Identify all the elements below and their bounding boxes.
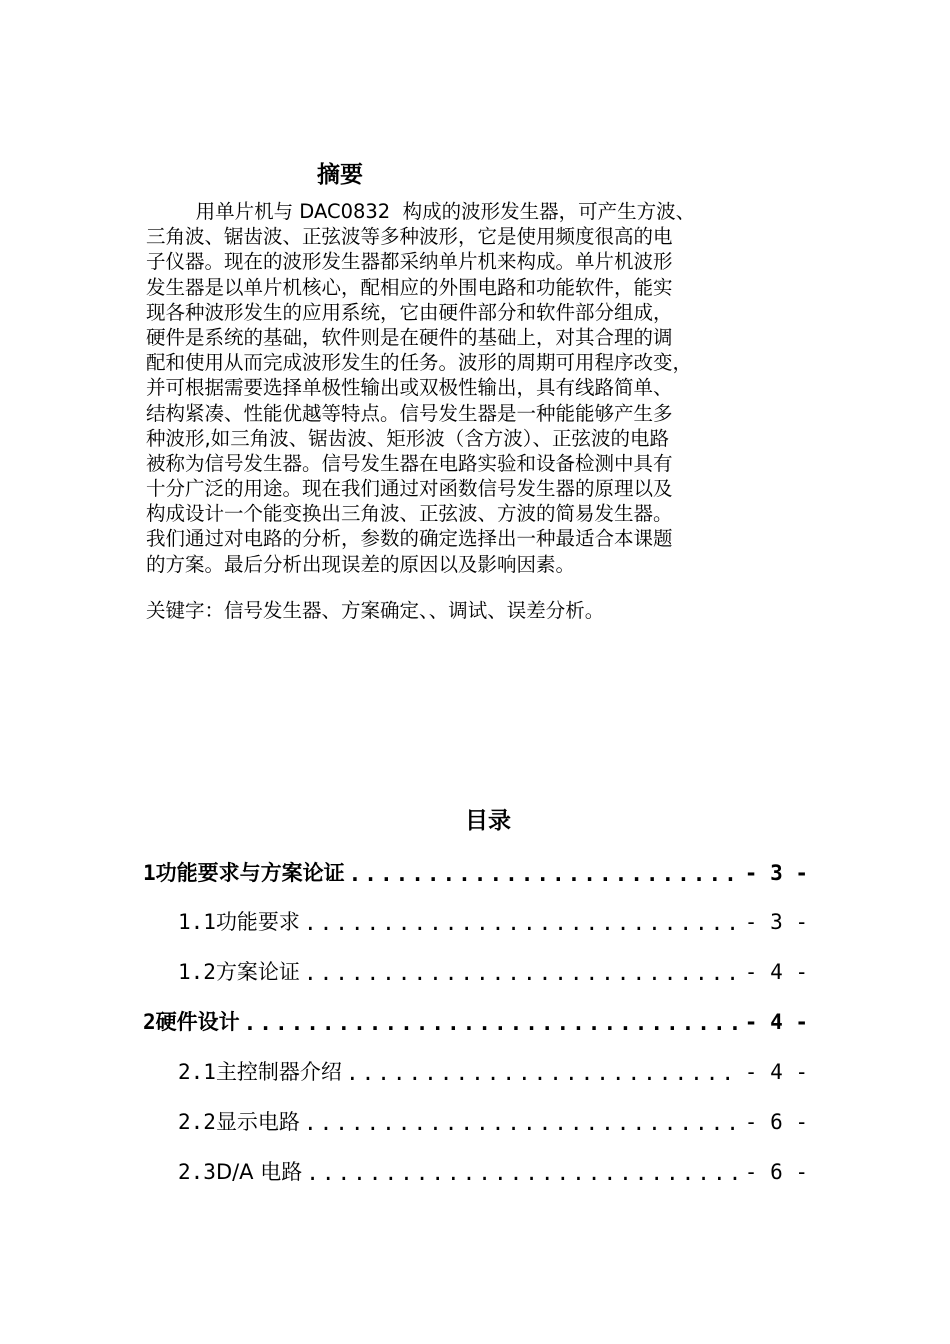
abstract-line: 发生器是以单片机核心，配相应的外围电路和功能软件，能实 [146, 275, 673, 299]
toc-entry-number: 2 [143, 1010, 156, 1034]
toc-entry-label: 功能要求与方案论证 [155, 861, 345, 885]
toc-entry[interactable] [178, 1155, 808, 1187]
toc-title: 目录 [465, 808, 511, 834]
toc-entry-label: 主控制器介绍 [215, 1060, 342, 1084]
toc-entry[interactable] [178, 905, 808, 937]
abstract-line: 现各种波形发生的应用系统，它由硬件部分和软件部分组成， [146, 300, 673, 324]
toc-entry-page: - 3 - [744, 910, 808, 934]
toc-entry-page: - 6 - [744, 1160, 808, 1184]
abstract-line: 三角波、锯齿波、正弦波等多种波形，它是使用频度很高的电 [146, 225, 673, 249]
abstract-line: 种波形,如三角波、锯齿波、矩形波（含方波）、正弦波的电路 [146, 426, 669, 450]
abstract-line: 用单片机与 DAC0832 构成的波形发生器，可产生方波、 [146, 200, 696, 223]
toc-entry-label: 方案论证 [215, 960, 300, 984]
abstract-line: 十分广泛的用途。现在我们通过对函数信号发生器的原理以及 [146, 477, 673, 501]
toc-entry-page: - 3 - [744, 861, 808, 885]
abstract-body [146, 199, 836, 577]
toc-leader-dots [304, 915, 741, 931]
toc-leader-dots [304, 1115, 741, 1131]
toc-entry-number: 1.1 [178, 910, 216, 934]
toc-leader-dots [306, 1165, 741, 1181]
toc-entry-page: - 4 - [744, 1060, 808, 1084]
toc-entry-label: 显示电路 [215, 1110, 300, 1134]
toc-entry-page: - 4 - [744, 1010, 808, 1034]
toc-entry-number: 2.2 [178, 1110, 216, 1134]
abstract-line: 结构紧凑、性能优越等特点。信号发生器是一种能能够产生多 [146, 401, 673, 425]
toc-entry[interactable] [143, 1005, 808, 1037]
toc-leader-dots [244, 1015, 741, 1031]
toc-entry-label: 硬件设计 [155, 1010, 240, 1034]
abstract-line: 的方案。最后分析出现误差的原因以及影响因素。 [146, 552, 576, 576]
toc-entry-label: D/A 电路 [215, 1160, 303, 1184]
toc-entry-page: - 6 - [744, 1110, 808, 1134]
toc-entry[interactable] [178, 1105, 808, 1137]
toc-entry[interactable] [178, 955, 808, 987]
abstract-line: 并可根据需要选择单极性输出或双极性输出，具有线路简单、 [146, 376, 673, 400]
abstract-line: 硬件是系统的基础，软件则是在硬件的基础上，对其合理的调 [146, 325, 673, 349]
toc-entry-number: 2.1 [178, 1060, 216, 1084]
toc-entry[interactable] [178, 1055, 808, 1087]
toc-entry[interactable] [143, 856, 808, 888]
toc-entry-page: - 4 - [744, 960, 808, 984]
abstract-line: 构成设计一个能变换出三角波、正弦波、方波的简易发生器。 [146, 502, 673, 526]
toc-leader-dots [349, 866, 741, 882]
toc-leader-dots [304, 965, 741, 981]
toc-entry-number: 1 [143, 861, 156, 885]
abstract-title: 摘要 [317, 162, 363, 188]
abstract-line: 配和使用从而完成波形发生的任务。波形的周期可用程序改变， [146, 351, 693, 375]
toc-leader-dots [346, 1065, 741, 1081]
keywords: 关键字：信号发生器、方案确定、、调试、误差分析。 [146, 599, 605, 622]
abstract-line: 我们通过对电路的分析，参数的确定选择出一种最适合本课题 [146, 527, 673, 551]
abstract-line: 子仪器。现在的波形发生器都采纳单片机来构成。单片机波形 [146, 250, 673, 274]
toc-entry-number: 2.3 [178, 1160, 216, 1184]
toc-entry-number: 1.2 [178, 960, 216, 984]
abstract-line: 被称为信号发生器。信号发生器在电路实验和设备检测中具有 [146, 451, 673, 475]
toc-entry-label: 功能要求 [215, 910, 300, 934]
